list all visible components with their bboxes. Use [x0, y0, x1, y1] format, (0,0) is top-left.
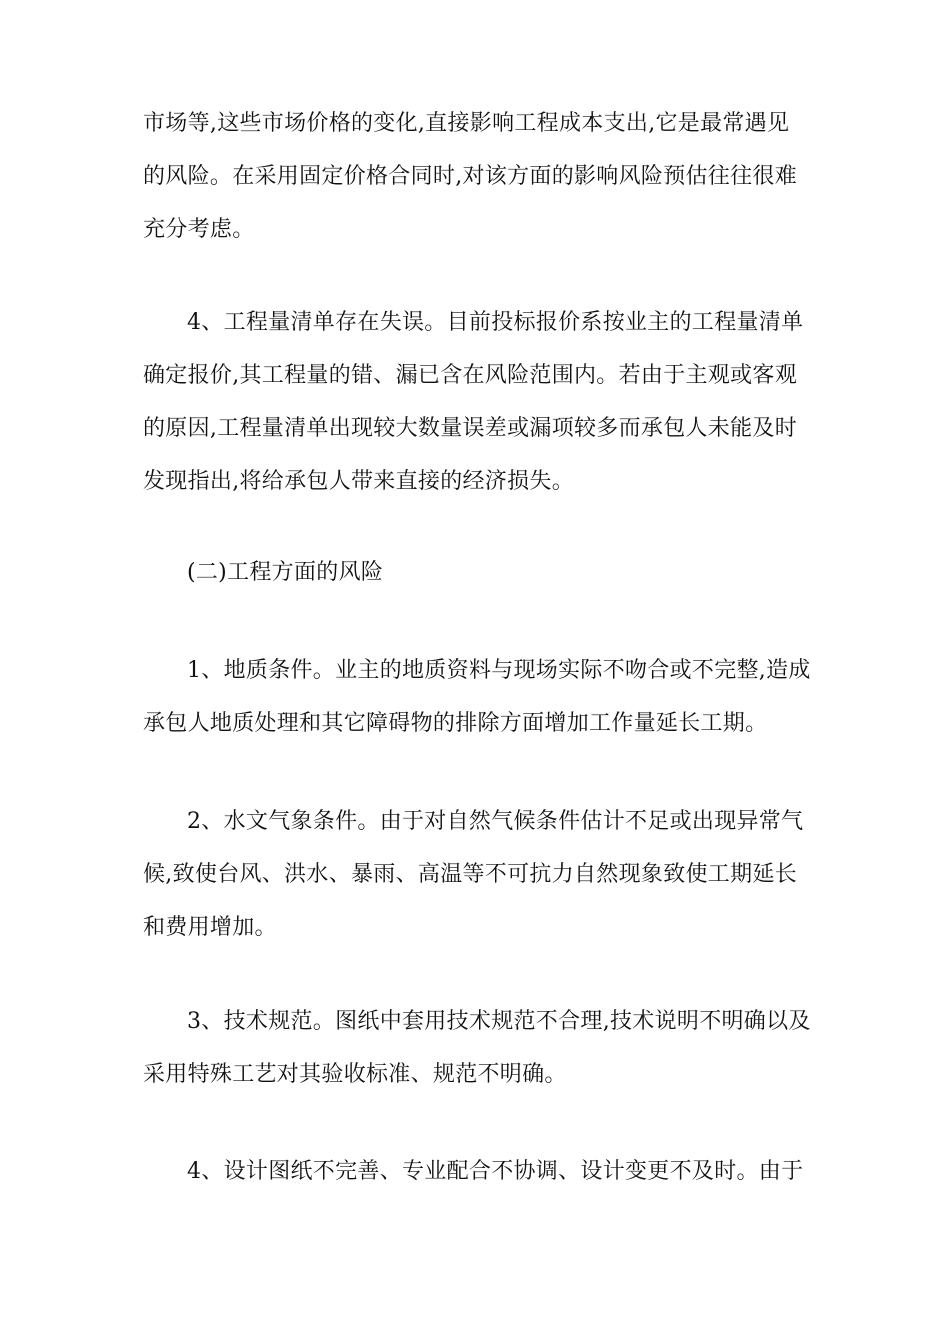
text-line: (二)工程方面的风险 [187, 560, 384, 585]
paragraph-hydro-meteorological-conditions [143, 795, 813, 954]
text-line: 候,致使台风、洪水、暴雨、高温等不可抗力自然现象致使工期延长 [143, 862, 797, 887]
text-line: 2、水文气象条件。由于对自然气候条件估计不足或出现异常气 [187, 809, 804, 834]
text-line: 采用特殊工艺对其验收标准、规范不明确。 [143, 1062, 567, 1087]
paragraph-geological-conditions [143, 644, 813, 750]
text-line: 4、设计图纸不完善、专业配合不协调、设计变更不及时。由于 [187, 1159, 804, 1184]
text-line: 4、工程量清单存在失误。目前投标报价系按业主的工程量清单 [187, 310, 804, 335]
section-heading [143, 546, 813, 599]
paragraph-technical-specifications [143, 995, 813, 1101]
text-line: 和费用增加。 [143, 915, 277, 940]
text-line: 充分考虑。 [143, 217, 255, 242]
paragraph-market-risk-continuation [143, 97, 813, 256]
text-line: 发现指出,将给承包人带来直接的经济损失。 [143, 469, 574, 494]
text-line: 市场等,这些市场价格的变化,直接影响工程成本支出,它是最常遇见 [143, 111, 790, 136]
paragraph-quantity-list-error [143, 296, 813, 508]
text-line: 的原因,工程量清单出现较大数量误差或漏项较多而承包人未能及时 [143, 416, 797, 441]
text-line: 3、技术规范。图纸中套用技术规范不合理,技术说明不明确以及 [187, 1009, 811, 1034]
paragraph-design-drawings [143, 1145, 813, 1198]
text-line: 承包人地质处理和其它障碍物的排除方面增加工作量延长工期。 [143, 711, 768, 736]
text-line: 确定报价,其工程量的错、漏已含在风险范围内。若由于主观或客观 [143, 363, 797, 388]
text-line: 1、地质条件。业主的地质资料与现场实际不吻合或不完整,造成 [187, 658, 811, 683]
text-line: 的风险。在采用固定价格合同时,对该方面的影响风险预估往往很难 [143, 164, 797, 189]
